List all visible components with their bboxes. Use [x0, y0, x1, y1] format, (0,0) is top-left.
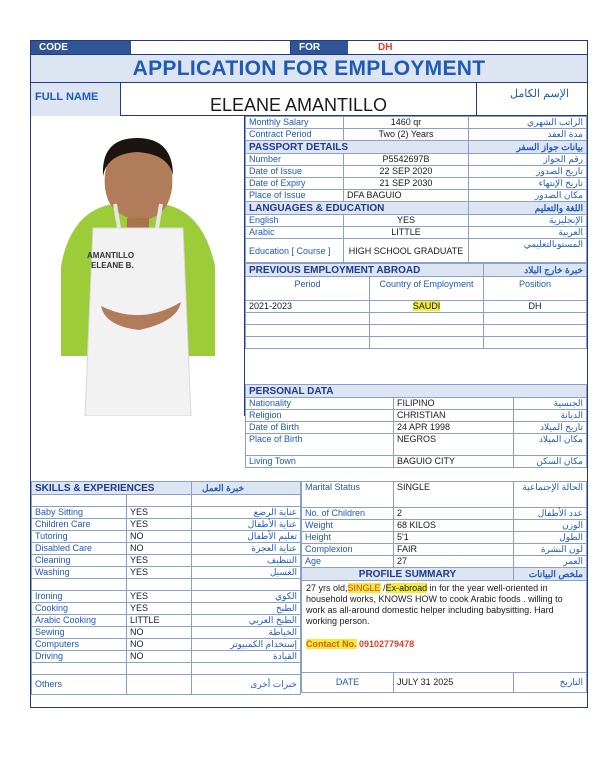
- table-row: [302, 508, 587, 520]
- skills-header: [32, 482, 301, 495]
- skills-title: SKILLS & EXPERIENCES: [32, 482, 192, 495]
- date-value: JULY 31 2025: [394, 673, 514, 693]
- birth-place-label: Place of Birth: [246, 434, 394, 456]
- arabic-label: Arabic: [246, 227, 344, 239]
- table-row: [246, 190, 587, 202]
- skill-value: NO: [127, 627, 192, 639]
- skill-label-ar: خبرات أخرى: [192, 675, 301, 695]
- table-row: [32, 627, 301, 639]
- table-row: [32, 591, 301, 603]
- table-row: [32, 603, 301, 615]
- full-name-row: [31, 83, 587, 116]
- table-row: [302, 482, 587, 508]
- skill-label-ar: الكوي: [192, 591, 301, 603]
- skill-label: Ironing: [32, 591, 127, 603]
- passport-number-label-ar: رقم الجواز: [469, 154, 587, 166]
- height-value: 5'1: [394, 532, 514, 544]
- passport-title: PASSPORT DETAILS: [246, 141, 469, 154]
- living-town-label: Living Town: [246, 456, 394, 468]
- arabic-value: LITTLE: [344, 227, 469, 239]
- english-label-ar: الإنجليزية: [469, 215, 587, 227]
- languages-title: LANGUAGES & EDUCATION: [246, 202, 469, 215]
- for-label: FOR: [291, 41, 348, 54]
- skill-value: YES: [127, 603, 192, 615]
- personal-table: [245, 384, 587, 468]
- skill-label-ar: عناية الرضع: [192, 507, 301, 519]
- nationality-label-ar: الجنسية: [514, 398, 587, 410]
- religion-label-ar: الديانة: [514, 410, 587, 422]
- skill-label: Baby Sitting: [32, 507, 127, 519]
- summary-part-1: 27 yrs old,: [306, 583, 348, 593]
- height-label-ar: الطول: [514, 532, 587, 544]
- monthly-salary-label-ar: الراتب الشهري: [469, 117, 587, 129]
- skill-value: NO: [127, 639, 192, 651]
- birth-date-label: Date of Birth: [246, 422, 394, 434]
- expiry-date-label-ar: تاريخ الإنتهاء: [469, 178, 587, 190]
- weight-label-ar: الوزن: [514, 520, 587, 532]
- skills-table: [31, 481, 301, 695]
- skill-value: NO: [127, 543, 192, 555]
- table-row: [32, 507, 301, 519]
- english-label: English: [246, 215, 344, 227]
- children-label-ar: عدد الأطفال: [514, 508, 587, 520]
- monthly-salary-label: Monthly Salary: [246, 117, 344, 129]
- contact-number: 09102779478: [359, 639, 415, 649]
- code-bar: [31, 41, 587, 55]
- contract-row: [246, 129, 587, 141]
- summary-title: PROFILE SUMMARY: [302, 568, 514, 581]
- table-row: [246, 313, 587, 325]
- issue-place-label: Place of Issue: [246, 190, 344, 202]
- abroad-position: DH: [484, 301, 587, 313]
- table-row: [246, 154, 587, 166]
- salary-table: [245, 116, 587, 263]
- age-value: 27: [394, 556, 514, 568]
- issue-date-label: Date of Issue: [246, 166, 344, 178]
- skill-label-ar: القيادة: [192, 651, 301, 663]
- table-row: [246, 227, 587, 239]
- applicant-photo-image: [31, 116, 245, 416]
- table-row: [32, 531, 301, 543]
- table-row: [246, 398, 587, 410]
- passport-number-label: Number: [246, 154, 344, 166]
- skill-value: YES: [127, 519, 192, 531]
- country-header: Country of Employment: [370, 277, 484, 301]
- marital-status-label: Marital Status: [302, 482, 394, 508]
- skill-value: NO: [127, 651, 192, 663]
- code-field: [131, 41, 291, 54]
- table-row: [32, 519, 301, 531]
- summary-highlight-single: SINGLE: [347, 583, 381, 593]
- skill-value: YES: [127, 591, 192, 603]
- height-label: Height: [302, 532, 394, 544]
- living-town-value: BAGUIO CITY: [394, 456, 514, 468]
- complexion-label: Complexion: [302, 544, 394, 556]
- period-header: Period: [246, 277, 370, 301]
- skill-label: Others: [32, 675, 127, 695]
- skill-label: Arabic Cooking: [32, 615, 127, 627]
- position-header: Position: [484, 277, 587, 301]
- full-name-label-ar: الإسم الكامل: [510, 88, 569, 100]
- skill-label-ar: تعليم الأطفال: [192, 531, 301, 543]
- skill-label: Children Care: [32, 519, 127, 531]
- page-title: APPLICATION FOR EMPLOYMENT: [31, 55, 587, 83]
- summary-part-2: /: [380, 583, 386, 593]
- full-name-label: FULL NAME: [31, 83, 121, 116]
- issue-date-label-ar: تاريخ الصدور: [469, 166, 587, 178]
- for-value: DH: [378, 42, 393, 53]
- summary-part-3: in for the year well-oriented in household works, KNOWS HOW to cook Arabic foods . willing to work as all-around domestic helper including babysitting. Hard working person.: [306, 583, 563, 626]
- table-row: [302, 544, 587, 556]
- apron-name-line-1: AMANTILLO: [87, 251, 135, 260]
- arabic-label-ar: العربية: [469, 227, 587, 239]
- skill-label: Disabled Care: [32, 543, 127, 555]
- education-value: HIGH SCHOOL GRADUATE: [344, 239, 469, 263]
- skill-value: YES: [127, 555, 192, 567]
- abroad-title-ar: خبرة خارج البلاد: [484, 264, 587, 277]
- skill-label-ar: إستخدام الكمبيوتر: [192, 639, 301, 651]
- passport-header: [246, 141, 587, 154]
- summary-cell: [302, 581, 587, 673]
- status-table: [301, 481, 587, 693]
- abroad-columns: [246, 277, 587, 301]
- full-name-value: ELEANE AMANTILLO: [121, 83, 477, 116]
- monthly-salary-value: 1460 qr: [344, 117, 469, 129]
- table-row: [302, 520, 587, 532]
- abroad-period: 2021-2023: [246, 301, 370, 313]
- abroad-header: [246, 264, 587, 277]
- table-row: [32, 579, 301, 591]
- date-row: [302, 673, 587, 693]
- skill-label-ar: الطبخ العربي: [192, 615, 301, 627]
- marital-status-value: SINGLE: [394, 482, 514, 508]
- table-row: [32, 555, 301, 567]
- skill-label: Tutoring: [32, 531, 127, 543]
- table-row: [32, 663, 301, 675]
- education-label: Education [ Course ]: [246, 239, 344, 263]
- skill-label-ar: الطبخ: [192, 603, 301, 615]
- skill-label: Driving: [32, 651, 127, 663]
- table-row: [246, 410, 587, 422]
- education-label-ar: المستوىالتعليمي: [469, 239, 587, 263]
- skill-label-ar: الغسيل: [192, 567, 301, 579]
- issue-place-label-ar: مكان الصدور: [469, 190, 587, 202]
- summary-header: [302, 568, 587, 581]
- age-label: Age: [302, 556, 394, 568]
- table-row: [246, 215, 587, 227]
- table-row: [246, 422, 587, 434]
- applicant-photo: [31, 116, 245, 416]
- application-form: [30, 40, 588, 708]
- children-value: 2: [394, 508, 514, 520]
- table-row: [246, 301, 587, 313]
- skill-label-ar: الخياطة: [192, 627, 301, 639]
- table-row: [246, 166, 587, 178]
- skills-title-ar: خبرة العمل: [192, 482, 301, 495]
- birth-date-value: 24 APR 1998: [394, 422, 514, 434]
- table-row: [32, 675, 301, 695]
- table-row: [32, 639, 301, 651]
- abroad-table: [245, 263, 587, 349]
- contract-label: Contract Period: [246, 129, 344, 141]
- table-row: [246, 239, 587, 263]
- religion-label: Religion: [246, 410, 394, 422]
- passport-title-ar: بيانات جواز السفر: [469, 141, 587, 154]
- abroad-title: PREVIOUS EMPLOYMENT ABROAD: [246, 264, 484, 277]
- summary-highlight-ex-abroad: Ex-abroad: [385, 583, 428, 593]
- summary-row: [302, 581, 587, 673]
- nationality-label: Nationality: [246, 398, 394, 410]
- marital-status-label-ar: الحالة الإجتماعية: [514, 482, 587, 508]
- contact-label: Contact No.: [306, 639, 357, 649]
- table-row: [302, 532, 587, 544]
- nationality-value: FILIPINO: [394, 398, 514, 410]
- passport-number-value: P5542697B: [344, 154, 469, 166]
- age-label-ar: العمر: [514, 556, 587, 568]
- right-details: [245, 116, 587, 349]
- skill-label: Cleaning: [32, 555, 127, 567]
- expiry-date-label: Date of Expiry: [246, 178, 344, 190]
- english-value: YES: [344, 215, 469, 227]
- summary-text: [302, 581, 586, 629]
- expiry-date-value: 21 SEP 2030: [344, 178, 469, 190]
- languages-title-ar: اللغة والتعليم: [469, 202, 587, 215]
- contact-line: [302, 629, 586, 652]
- skill-label-ar: التنظيف: [192, 555, 301, 567]
- skill-label: Computers: [32, 639, 127, 651]
- date-label: DATE: [302, 673, 394, 693]
- weight-value: 68 KILOS: [394, 520, 514, 532]
- birth-place-label-ar: مكان الميلاد: [514, 434, 587, 456]
- skill-label: Washing: [32, 567, 127, 579]
- table-row: [246, 456, 587, 468]
- weight-label: Weight: [302, 520, 394, 532]
- table-row: [246, 337, 587, 349]
- skill-label-ar: عناية العجزة: [192, 543, 301, 555]
- skill-label: Cooking: [32, 603, 127, 615]
- abroad-country: SAUDI: [412, 301, 441, 311]
- complexion-label-ar: لون البشرة: [514, 544, 587, 556]
- complexion-value: FAIR: [394, 544, 514, 556]
- issue-place-value: DFA BAGUIO: [344, 190, 469, 202]
- table-row: [32, 543, 301, 555]
- skill-label-ar: عناية الأطفال: [192, 519, 301, 531]
- contract-value: Two (2) Years: [344, 129, 469, 141]
- children-label: No. of Children: [302, 508, 394, 520]
- skill-value: LITTLE: [127, 615, 192, 627]
- table-row: [246, 325, 587, 337]
- code-label: CODE: [31, 41, 131, 54]
- skill-value: YES: [127, 507, 192, 519]
- table-row: [32, 567, 301, 579]
- personal-title: PERSONAL DATA: [246, 385, 587, 398]
- table-row: [246, 434, 587, 456]
- table-row: [302, 556, 587, 568]
- table-row: [32, 495, 301, 507]
- languages-header: [246, 202, 587, 215]
- birth-place-value: NEGROS: [394, 434, 514, 456]
- contract-label-ar: مدة العقد: [469, 129, 587, 141]
- skill-value: [127, 675, 192, 695]
- table-row: [32, 615, 301, 627]
- living-town-label-ar: مكان السكن: [514, 456, 587, 468]
- personal-header: [246, 385, 587, 398]
- skill-value: NO: [127, 531, 192, 543]
- apron-name-line-2: ELEANE B.: [91, 261, 134, 270]
- religion-value: CHRISTIAN: [394, 410, 514, 422]
- date-label-ar: التاريخ: [514, 673, 587, 693]
- summary-title-ar: ملخص البيانات: [514, 568, 587, 581]
- birth-date-label-ar: تاريخ الميلاد: [514, 422, 587, 434]
- skill-value: YES: [127, 567, 192, 579]
- issue-date-value: 22 SEP 2020: [344, 166, 469, 178]
- salary-row: [246, 117, 587, 129]
- table-row: [32, 651, 301, 663]
- skill-label: Sewing: [32, 627, 127, 639]
- table-row: [246, 178, 587, 190]
